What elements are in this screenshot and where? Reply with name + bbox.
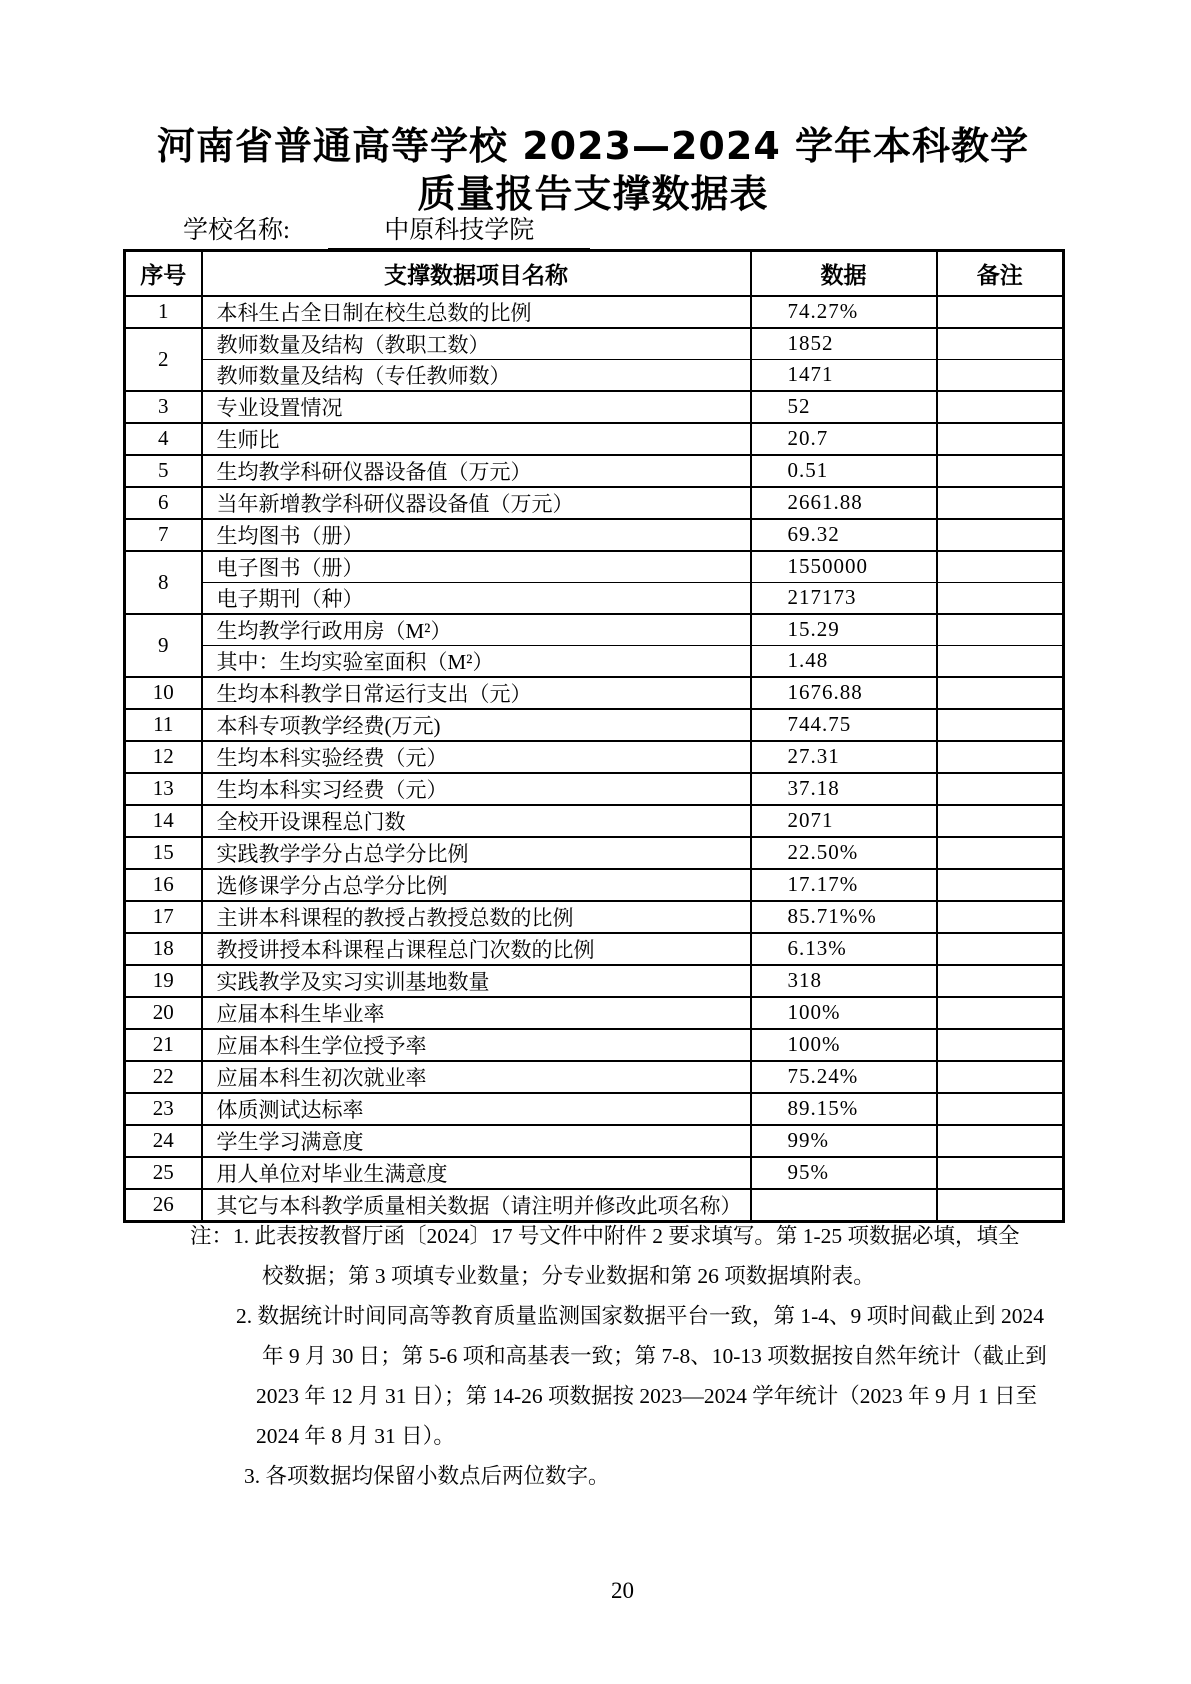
item-name-cell: 本科生占全日制在校生总数的比例 <box>202 296 751 328</box>
column-header-note: 备注 <box>937 251 1064 296</box>
item-name-cell: 实践教学及实习实训基地数量 <box>202 965 751 997</box>
item-note-cell <box>937 773 1064 805</box>
item-note-cell <box>937 677 1064 709</box>
item-value-cell: 2661.88 <box>751 487 937 519</box>
item-name-cell: 学生学习满意度 <box>202 1125 751 1157</box>
item-value-cell: 27.31 <box>751 741 937 773</box>
item-value-cell: 20.7 <box>751 423 937 455</box>
item-value-cell: 1471 <box>751 359 937 391</box>
item-name-cell: 教师数量及结构（专任教师数） <box>202 359 751 391</box>
item-note-cell <box>937 933 1064 965</box>
item-value-cell: 1.48 <box>751 645 937 677</box>
notes-section <box>190 1216 1075 1496</box>
row-number-cell: 11 <box>125 709 202 741</box>
table-header-row <box>125 251 1064 296</box>
note-line-7: 3. 各项数据均保留小数点后两位数字。 <box>244 1464 610 1488</box>
item-name-cell: 生均图书（册） <box>202 519 751 551</box>
note-line-1: 注：1. 此表按教督厅函〔2024〕17 号文件中附件 2 要求填写。第 1-25 项数据必填，填全 <box>190 1224 1020 1248</box>
item-note-cell <box>937 645 1064 677</box>
note-line-3: 2. 数据统计时间同高等教育质量监测国家数据平台一致，第 1-4、9 项时间截止到 2024 <box>236 1304 1045 1328</box>
item-name-cell: 教师数量及结构（教职工数） <box>202 328 751 360</box>
item-name-cell: 应届本科生毕业率 <box>202 997 751 1029</box>
row-number-cell: 19 <box>125 965 202 997</box>
page-title <box>115 122 1071 218</box>
item-note-cell <box>937 328 1064 360</box>
table-row <box>125 328 1064 360</box>
table-row <box>125 551 1064 583</box>
table-row <box>125 296 1064 328</box>
row-number-cell: 25 <box>125 1157 202 1189</box>
row-number-cell: 7 <box>125 519 202 551</box>
table-row <box>125 773 1064 805</box>
page-number: 20 <box>611 1578 634 1603</box>
item-note-cell <box>937 1029 1064 1061</box>
item-value-cell: 17.17% <box>751 869 937 901</box>
item-note-cell <box>937 1061 1064 1093</box>
item-value-cell: 99% <box>751 1125 937 1157</box>
table-row <box>125 1061 1064 1093</box>
item-note-cell <box>937 805 1064 837</box>
table-row <box>125 1125 1064 1157</box>
item-value-cell: 74.27% <box>751 296 937 328</box>
support-table-body <box>125 296 1064 1222</box>
row-number-cell: 14 <box>125 805 202 837</box>
item-name-cell: 当年新增教学科研仪器设备值（万元） <box>202 487 751 519</box>
row-number-cell: 24 <box>125 1125 202 1157</box>
item-name-cell: 电子图书（册） <box>202 551 751 583</box>
item-value-cell: 75.24% <box>751 1061 937 1093</box>
table-row <box>125 582 1064 614</box>
item-note-cell <box>937 487 1064 519</box>
table-row <box>125 487 1064 519</box>
item-name-cell: 生均教学行政用房（M²） <box>202 614 751 646</box>
table-row <box>125 391 1064 423</box>
table-row <box>125 519 1064 551</box>
note-line-5: 2023 年 12 月 31 日）；第 14-26 项数据按 2023—2024 学年统计（2023 年 9 月 1 日至 <box>256 1384 1038 1408</box>
table-row <box>125 1093 1064 1125</box>
item-note-cell <box>937 997 1064 1029</box>
row-number-cell: 22 <box>125 1061 202 1093</box>
item-note-cell <box>937 296 1064 328</box>
item-note-cell <box>937 901 1064 933</box>
item-note-cell <box>937 359 1064 391</box>
item-name-cell: 实践教学学分占总学分比例 <box>202 837 751 869</box>
item-value-cell: 95% <box>751 1157 937 1189</box>
item-note-cell <box>937 869 1064 901</box>
table-row <box>125 997 1064 1029</box>
item-note-cell <box>937 1093 1064 1125</box>
item-name-cell: 生师比 <box>202 423 751 455</box>
item-value-cell: 100% <box>751 1029 937 1061</box>
item-value-cell: 1550000 <box>751 551 937 583</box>
item-note-cell <box>937 965 1064 997</box>
column-header-name: 支撑数据项目名称 <box>202 251 751 296</box>
table-row <box>125 805 1064 837</box>
row-number-cell: 23 <box>125 1093 202 1125</box>
column-header-data: 数据 <box>751 251 937 296</box>
school-name-value: 中原科技学院 <box>328 215 590 250</box>
row-number-cell: 4 <box>125 423 202 455</box>
row-number-cell: 21 <box>125 1029 202 1061</box>
item-name-cell: 专业设置情况 <box>202 391 751 423</box>
item-value-cell: 318 <box>751 965 937 997</box>
item-note-cell <box>937 391 1064 423</box>
table-row <box>125 614 1064 646</box>
item-value-cell: 85.71%% <box>751 901 937 933</box>
item-note-cell <box>937 741 1064 773</box>
note-line-4: 年 9 月 30 日；第 5-6 项和高基表一致；第 7-8、10-13 项数据按自然年统计（截止到 <box>262 1344 1047 1368</box>
item-name-cell: 主讲本科课程的教授占教授总数的比例 <box>202 901 751 933</box>
table-row <box>125 869 1064 901</box>
item-name-cell: 生均本科教学日常运行支出（元） <box>202 677 751 709</box>
item-name-cell: 选修课学分占总学分比例 <box>202 869 751 901</box>
table-row <box>125 645 1064 677</box>
item-value-cell: 6.13% <box>751 933 937 965</box>
item-value-cell: 1852 <box>751 328 937 360</box>
item-name-cell: 电子期刊（种） <box>202 582 751 614</box>
item-note-cell <box>937 1157 1064 1189</box>
column-header-no: 序号 <box>125 251 202 296</box>
item-name-cell: 应届本科生初次就业率 <box>202 1061 751 1093</box>
table-row <box>125 1029 1064 1061</box>
item-value-cell: 2071 <box>751 805 937 837</box>
row-number-cell: 12 <box>125 741 202 773</box>
row-number-cell: 17 <box>125 901 202 933</box>
item-name-cell: 生均教学科研仪器设备值（万元） <box>202 455 751 487</box>
row-number-cell: 1 <box>125 296 202 328</box>
table-row <box>125 1157 1064 1189</box>
row-number-cell: 9 <box>125 614 202 677</box>
row-number-cell: 8 <box>125 551 202 614</box>
item-name-cell: 教授讲授本科课程占课程总门次数的比例 <box>202 933 751 965</box>
item-value-cell: 100% <box>751 997 937 1029</box>
row-number-cell: 15 <box>125 837 202 869</box>
item-name-cell: 生均本科实验经费（元） <box>202 741 751 773</box>
item-value-cell: 1676.88 <box>751 677 937 709</box>
page-title-line1: 河南省普通高等学校 2023—2024 学年本科教学 <box>157 124 1029 168</box>
item-note-cell <box>937 709 1064 741</box>
note-line-2: 校数据；第 3 项填专业数量；分专业数据和第 26 项数据填附表。 <box>262 1264 875 1288</box>
table-row <box>125 359 1064 391</box>
row-number-cell: 16 <box>125 869 202 901</box>
item-note-cell <box>937 614 1064 646</box>
support-data-table <box>123 249 1065 1223</box>
school-name-row <box>183 215 590 250</box>
item-name-cell: 其它与本科教学质量相关数据（请注明并修改此项名称） <box>202 1189 751 1222</box>
row-number-cell: 5 <box>125 455 202 487</box>
table-row <box>125 965 1064 997</box>
item-name-cell: 体质测试达标率 <box>202 1093 751 1125</box>
table-row <box>125 741 1064 773</box>
row-number-cell: 26 <box>125 1189 202 1222</box>
item-name-cell: 应届本科生学位授予率 <box>202 1029 751 1061</box>
item-name-cell: 全校开设课程总门数 <box>202 805 751 837</box>
table-row <box>125 901 1064 933</box>
row-number-cell: 20 <box>125 997 202 1029</box>
item-note-cell <box>937 1125 1064 1157</box>
page-title-line2: 质量报告支撑数据表 <box>417 172 769 216</box>
item-value-cell: 217173 <box>751 582 937 614</box>
item-value-cell: 37.18 <box>751 773 937 805</box>
item-value-cell: 0.51 <box>751 455 937 487</box>
item-note-cell <box>937 837 1064 869</box>
item-name-cell: 生均本科实习经费（元） <box>202 773 751 805</box>
item-note-cell <box>937 423 1064 455</box>
item-note-cell <box>937 519 1064 551</box>
item-name-cell: 本科专项教学经费(万元) <box>202 709 751 741</box>
table-row <box>125 933 1064 965</box>
table-row <box>125 677 1064 709</box>
item-name-cell: 其中：生均实验室面积（M²） <box>202 645 751 677</box>
row-number-cell: 13 <box>125 773 202 805</box>
item-note-cell <box>937 551 1064 583</box>
item-value-cell: 89.15% <box>751 1093 937 1125</box>
item-note-cell <box>937 582 1064 614</box>
item-note-cell <box>937 455 1064 487</box>
item-value-cell: 69.32 <box>751 519 937 551</box>
table-row <box>125 837 1064 869</box>
table-row <box>125 455 1064 487</box>
item-value-cell: 744.75 <box>751 709 937 741</box>
row-number-cell: 2 <box>125 328 202 391</box>
item-name-cell: 用人单位对毕业生满意度 <box>202 1157 751 1189</box>
item-value-cell: 52 <box>751 391 937 423</box>
note-line-6: 2024 年 8 月 31 日）。 <box>256 1424 455 1448</box>
row-number-cell: 6 <box>125 487 202 519</box>
row-number-cell: 18 <box>125 933 202 965</box>
school-name-label: 学校名称: <box>183 217 290 244</box>
row-number-cell: 3 <box>125 391 202 423</box>
item-value-cell: 15.29 <box>751 614 937 646</box>
table-row <box>125 423 1064 455</box>
table-row <box>125 709 1064 741</box>
row-number-cell: 10 <box>125 677 202 709</box>
item-value-cell: 22.50% <box>751 837 937 869</box>
